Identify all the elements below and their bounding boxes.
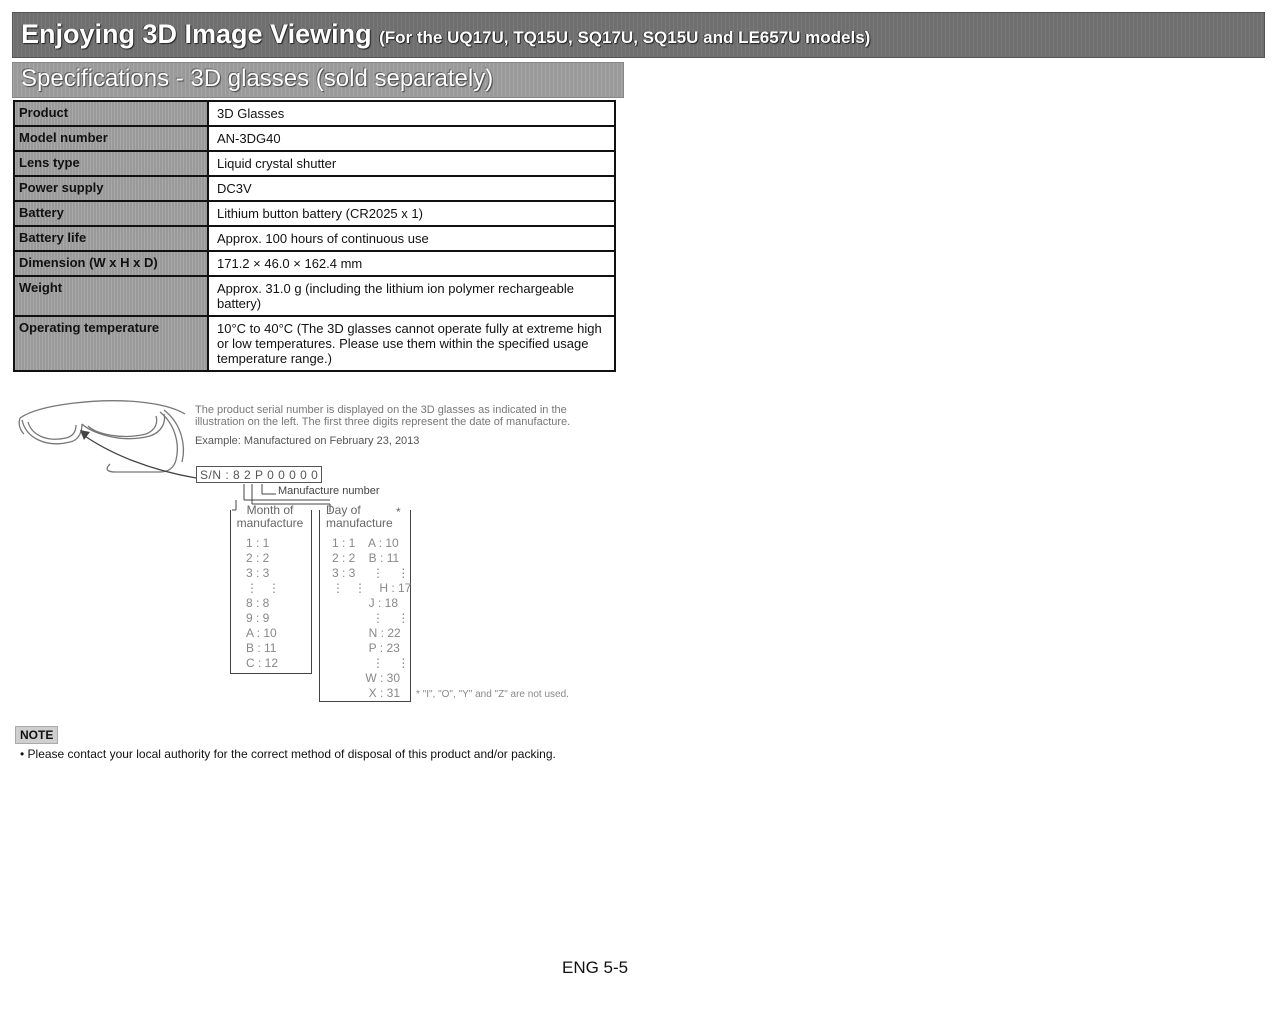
table-row [14, 251, 615, 276]
table-row [14, 151, 615, 176]
header-bar [12, 12, 1265, 58]
month-column [230, 503, 312, 674]
spec-value: 10°C to 40°C (The 3D glasses cannot operate fully at extreme high or low temperatures. Please use them within the specified usage temperature range.) [208, 316, 615, 371]
day-row: P : 23 [332, 641, 400, 655]
serial-example: Example: Manufactured on February 23, 2013 [195, 435, 420, 447]
day-row: J : 18 [332, 596, 399, 610]
day-row: ⋮ ⋮ [332, 611, 410, 625]
page-title [21, 19, 870, 50]
spec-value: Lithium button battery (CR2025 x 1) [208, 201, 615, 226]
spec-value: DC3V [208, 176, 615, 201]
day-column [319, 503, 412, 702]
day-row: 3 : 3 ⋮ ⋮ [332, 566, 410, 580]
note-badge: NOTE [15, 726, 58, 744]
month-row: C : 12 [246, 656, 279, 670]
table-row [14, 276, 615, 316]
table-row [14, 201, 615, 226]
table-row [14, 176, 615, 201]
day-asterisk: * [396, 505, 401, 519]
day-heading: Day of manufacture [326, 503, 393, 530]
note-text: • Please contact your local authority for the correct method of disposal of this product and/or packing. [20, 747, 556, 761]
month-row: 2 : 2 [246, 551, 270, 565]
month-row: ⋮ ⋮ [246, 581, 281, 595]
spec-value: Approx. 31.0 g (including the lithium ion polymer rechargeable battery) [208, 276, 615, 316]
day-row: W : 30 [332, 671, 401, 685]
table-row [14, 101, 615, 126]
month-row: 8 : 8 [246, 596, 270, 610]
spec-value: Liquid crystal shutter [208, 151, 615, 176]
glasses-icon [19, 401, 185, 472]
page-number: ENG 5-5 [562, 958, 629, 977]
month-row: B : 11 [246, 641, 277, 655]
day-row: ⋮ ⋮ H : 17 [332, 581, 412, 595]
spec-table [13, 100, 616, 372]
day-row: N : 22 [332, 626, 401, 640]
serial-number-box: S/N : 8 2 P 0 0 0 0 0 [196, 466, 322, 483]
spec-label: Dimension (W x H x D) [14, 251, 208, 276]
spec-label: Battery [14, 201, 208, 226]
spec-label: Operating temperature [14, 316, 208, 371]
spec-value: 3D Glasses [208, 101, 615, 126]
table-row [14, 126, 615, 151]
spec-value: 171.2 × 46.0 × 162.4 mm [208, 251, 615, 276]
spec-value: Approx. 100 hours of continuous use [208, 226, 615, 251]
manufacture-number-label: Manufacture number [278, 485, 380, 497]
serial-number-diagram [0, 380, 640, 710]
unused-letters-footnote: * "I", "O", "Y" and "Z" are not used. [416, 689, 569, 700]
month-row: 3 : 3 [246, 566, 270, 580]
spec-label: Model number [14, 126, 208, 151]
spec-label: Lens type [14, 151, 208, 176]
day-row: X : 31 [332, 686, 401, 700]
page-title-models: (For the UQ17U, TQ15U, SQ17U, SQ15U and LE657U models) [379, 28, 871, 47]
month-row: 1 : 1 [246, 536, 270, 550]
month-row: 9 : 9 [246, 611, 270, 625]
table-row [14, 226, 615, 251]
day-row: ⋮ ⋮ [332, 656, 410, 670]
serial-description: The product serial number is displayed on the 3D glasses as indicated in the illustration on the left. The first three digits represent the date of manufacture. [195, 404, 571, 428]
section-header-bar [12, 62, 624, 98]
day-row: 1 : 1 A : 10 [332, 536, 399, 550]
month-row: A : 10 [246, 626, 277, 640]
spec-label: Product [14, 101, 208, 126]
section-title: Specifications - 3D glasses (sold separately) [21, 65, 494, 92]
day-row: 2 : 2 B : 11 [332, 551, 400, 565]
spec-label: Battery life [14, 226, 208, 251]
table-row [14, 316, 615, 371]
spec-value: AN-3DG40 [208, 126, 615, 151]
month-heading: Month of manufacture [236, 503, 304, 530]
spec-label: Power supply [14, 176, 208, 201]
spec-label: Weight [14, 276, 208, 316]
page-title-main: Enjoying 3D Image Viewing [21, 19, 372, 49]
